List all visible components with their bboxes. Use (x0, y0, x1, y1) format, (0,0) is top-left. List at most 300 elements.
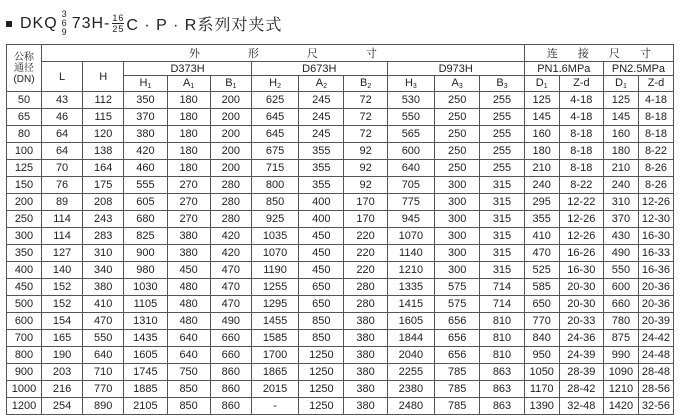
header-char: 尺 (608, 48, 620, 60)
table-cell: 300 (435, 262, 480, 279)
table-cell: 1295 (251, 296, 298, 313)
table-cell: 20-30 (559, 279, 603, 296)
dimensions-table (6, 44, 674, 415)
table-cell: 20-39 (638, 313, 673, 330)
table-cell: 92 (344, 143, 387, 160)
table-cell: 140 (41, 262, 82, 279)
table-cell: 650 (299, 279, 344, 296)
sub-header-base: D (615, 77, 623, 89)
sub-header-cell (124, 76, 167, 92)
dn-cell: 800 (7, 347, 42, 364)
table-cell: 20-36 (638, 279, 673, 296)
table-cell: 180 (167, 126, 210, 143)
table-cell: 1190 (251, 262, 298, 279)
table-cell: 114 (41, 228, 82, 245)
table-cell: 850 (251, 194, 298, 211)
table-cell: 660 (210, 347, 251, 364)
table-cell: 114 (41, 211, 82, 228)
table-cell: 315 (480, 211, 524, 228)
table-cell: 714 (480, 279, 524, 296)
title-fraction (112, 13, 124, 34)
dn-cell: 600 (7, 313, 42, 330)
sub-header-cell (387, 76, 434, 92)
table-cell: 64 (41, 126, 82, 143)
table-cell: 420 (210, 228, 251, 245)
stack-digit: 6 (61, 18, 68, 28)
table-cell: 245 (299, 109, 344, 126)
table-cell: 4-18 (559, 92, 603, 109)
table-cell: 600 (603, 279, 638, 296)
table-cell: 315 (480, 194, 524, 211)
table-cell: 525 (524, 262, 559, 279)
table-cell: 255 (480, 109, 524, 126)
sub-header-subscript: 2 (367, 83, 372, 90)
table-cell: 810 (480, 313, 524, 330)
table-cell: 480 (167, 313, 210, 330)
table-cell: 2255 (387, 364, 434, 381)
d673h-header: D673H (251, 62, 387, 76)
table-cell: 1250 (299, 347, 344, 364)
table-cell: 4-18 (559, 109, 603, 126)
d373h-header: D373H (124, 62, 252, 76)
table-row (7, 330, 674, 347)
stack-digit: 9 (61, 27, 68, 37)
table-cell: 1310 (124, 313, 167, 330)
table-cell: 675 (251, 143, 298, 160)
table-cell: 24-42 (638, 330, 673, 347)
table-cell: 64 (41, 143, 82, 160)
sub-header-base: A (451, 77, 459, 89)
dn-cell: 900 (7, 364, 42, 381)
table-row (7, 177, 674, 194)
table-cell: 490 (210, 313, 251, 330)
outline-dimensions-header (41, 45, 524, 62)
table-cell: 175 (83, 177, 124, 194)
table-cell: 470 (210, 279, 251, 296)
table-cell: 714 (480, 296, 524, 313)
table-cell: 16-33 (638, 245, 673, 262)
table-cell: 180 (524, 143, 559, 160)
table-cell: 2480 (387, 398, 434, 415)
table-cell: 355 (299, 177, 344, 194)
dn-cell: 80 (7, 126, 42, 143)
table-cell: 1250 (299, 398, 344, 415)
table-cell: 450 (299, 262, 344, 279)
table-cell: 72 (344, 92, 387, 109)
table-cell: 43 (41, 92, 82, 109)
table-cell: 875 (603, 330, 638, 347)
table-cell: 315 (480, 245, 524, 262)
table-cell: 283 (83, 228, 124, 245)
table-cell: 370 (124, 109, 167, 126)
table-cell: 2040 (387, 347, 434, 364)
table-cell: 890 (83, 398, 124, 415)
table-cell: 46 (41, 109, 82, 126)
table-cell: 254 (41, 398, 82, 415)
table-cell: 380 (344, 347, 387, 364)
title-suffix: C · P · R系列对夹式 (126, 17, 283, 34)
table-cell: 925 (251, 211, 298, 228)
table-cell: 310 (603, 194, 638, 211)
table-cell: 16-30 (559, 262, 603, 279)
table-cell: 300 (435, 177, 480, 194)
sub-header-cell (210, 76, 251, 92)
table-cell: 32-48 (559, 398, 603, 415)
table-cell: 180 (167, 109, 210, 126)
table-row (7, 347, 674, 364)
dn-label-3: (DN) (13, 73, 35, 85)
table-cell: 1070 (251, 245, 298, 262)
table-cell: 470 (210, 296, 251, 313)
table-cell: 190 (41, 347, 82, 364)
header-char: 寸 (639, 48, 651, 60)
table-cell: 165 (41, 330, 82, 347)
table-cell: 650 (299, 296, 344, 313)
table-cell: 656 (435, 347, 480, 364)
dn-cell: 200 (7, 194, 42, 211)
table-cell: 1415 (387, 296, 434, 313)
table-cell: 555 (124, 177, 167, 194)
table-cell: 8-18 (638, 126, 673, 143)
header-char: 形 (247, 48, 259, 60)
table-cell: 810 (480, 330, 524, 347)
table-cell: 1745 (124, 364, 167, 381)
table-cell: 160 (603, 126, 638, 143)
table-cell: 640 (83, 347, 124, 364)
table-cell: 470 (83, 313, 124, 330)
table-cell: 152 (41, 279, 82, 296)
table-cell: 775 (387, 194, 434, 211)
table-cell: 605 (124, 194, 167, 211)
table-cell: 1255 (251, 279, 298, 296)
dn-cell: 65 (7, 109, 42, 126)
table-cell: 400 (299, 211, 344, 228)
table-row (7, 296, 674, 313)
dn-cell: 50 (7, 92, 42, 109)
table-cell: 420 (210, 245, 251, 262)
table-cell: 72 (344, 109, 387, 126)
table-cell: 4-18 (638, 92, 673, 109)
stack-digit: 3 (61, 9, 68, 19)
dn-cell: 150 (7, 177, 42, 194)
table-cell: 370 (603, 211, 638, 228)
table-cell: 450 (299, 228, 344, 245)
table-cell: 170 (344, 194, 387, 211)
header-char: 连 (546, 48, 558, 60)
table-cell: 340 (83, 262, 124, 279)
table-cell: 89 (41, 194, 82, 211)
table-cell: 112 (83, 92, 124, 109)
dn-header (7, 45, 42, 92)
table-cell: 355 (524, 211, 559, 228)
table-cell: 450 (299, 245, 344, 262)
table-cell: 1030 (124, 279, 167, 296)
dn-cell: 100 (7, 143, 42, 160)
table-cell: 550 (83, 330, 124, 347)
table-cell: 785 (435, 398, 480, 415)
table-cell: 220 (344, 228, 387, 245)
table-row (7, 109, 674, 126)
table-cell: 200 (210, 92, 251, 109)
sub-header-base: B (496, 77, 504, 89)
table-cell: 780 (603, 313, 638, 330)
table-cell: 600 (387, 143, 434, 160)
table-cell: 785 (435, 364, 480, 381)
table-cell: 1844 (387, 330, 434, 347)
table-cell: 1170 (524, 381, 559, 398)
table-cell: 1390 (524, 398, 559, 415)
table-cell: 315 (480, 262, 524, 279)
sub-header-cell (559, 76, 603, 92)
table-cell: 850 (167, 398, 210, 415)
table-cell: 125 (603, 92, 638, 109)
table-cell: 32-56 (638, 398, 673, 415)
table-row (7, 194, 674, 211)
table-cell: 240 (603, 177, 638, 194)
table-cell: 138 (83, 143, 124, 160)
sub-header-subscript: 1 (622, 83, 627, 90)
table-cell: 145 (524, 109, 559, 126)
table-cell: 680 (124, 211, 167, 228)
table-cell: 400 (299, 194, 344, 211)
table-row (7, 364, 674, 381)
col-H-header: H (83, 62, 124, 92)
table-cell: 210 (524, 160, 559, 177)
table-cell: 280 (210, 177, 251, 194)
fraction-top: 16 (112, 13, 125, 23)
table-cell: 1435 (124, 330, 167, 347)
table-cell: 565 (387, 126, 434, 143)
table-cell: 625 (251, 92, 298, 109)
table-cell: 12-26 (559, 211, 603, 228)
table-cell: 255 (480, 92, 524, 109)
sub-header-base: B (225, 77, 233, 89)
document-title (6, 10, 282, 37)
table-cell: 550 (387, 109, 434, 126)
table-cell: 8-18 (559, 126, 603, 143)
sub-header-subscript: 1 (147, 83, 152, 90)
table-cell: 575 (435, 296, 480, 313)
table-cell: 255 (480, 143, 524, 160)
table-cell: 1455 (251, 313, 298, 330)
connection-dimensions-header (524, 45, 673, 62)
table-cell: 270 (167, 177, 210, 194)
table-cell: 180 (167, 92, 210, 109)
sub-header-base: H (139, 77, 148, 89)
d973h-header: D973H (387, 62, 524, 76)
table-cell: 980 (124, 262, 167, 279)
table-cell: 200 (210, 143, 251, 160)
table-cell: 785 (435, 381, 480, 398)
table-cell: 300 (435, 211, 480, 228)
table-cell: 1140 (387, 245, 434, 262)
table-cell: 1605 (124, 347, 167, 364)
table-cell: 1050 (524, 364, 559, 381)
sub-header-subscript: 3 (458, 83, 463, 90)
pn16-header: PN1.6MPa (524, 62, 603, 76)
table-cell: 640 (167, 347, 210, 364)
title-middle: 73H- (71, 14, 111, 32)
table-cell: 460 (124, 160, 167, 177)
dn-cell: 125 (7, 160, 42, 177)
title-bar (0, 0, 680, 44)
table-cell: 705 (387, 177, 434, 194)
table-cell: 250 (435, 160, 480, 177)
sub-header-subscript: 2 (277, 83, 281, 90)
table-row (7, 245, 674, 262)
table-cell: 295 (524, 194, 559, 211)
table-cell: 180 (167, 160, 210, 177)
table-cell: 16-36 (638, 262, 673, 279)
table-cell: 380 (83, 279, 124, 296)
sub-header-subscript: 2 (323, 83, 327, 90)
table-cell: 860 (210, 398, 251, 415)
title-prefix: DKQ (20, 14, 58, 32)
table-cell: 20-30 (559, 296, 603, 313)
fraction-bottom: 25 (112, 24, 125, 34)
dn-cell: 400 (7, 262, 42, 279)
sub-header-cell (480, 76, 524, 92)
sub-header-subscript: 3 (503, 83, 508, 90)
table-cell: 8-26 (638, 177, 673, 194)
table-cell: 164 (83, 160, 124, 177)
table-cell: 850 (299, 330, 344, 347)
table-cell: 270 (167, 194, 210, 211)
col-L-header: L (41, 62, 82, 92)
table-cell: 20-36 (638, 296, 673, 313)
table-cell: 72 (344, 126, 387, 143)
table-cell: 280 (344, 296, 387, 313)
table-cell: 1105 (124, 296, 167, 313)
table-cell: 480 (167, 296, 210, 313)
table-row (7, 381, 674, 398)
sub-header-cell (299, 76, 344, 92)
dn-cell: 300 (7, 228, 42, 245)
table-cell: 92 (344, 177, 387, 194)
sub-header-subscript: 1 (543, 83, 548, 90)
table-row (7, 126, 674, 143)
table-cell: 656 (435, 313, 480, 330)
table-cell: 863 (480, 364, 524, 381)
table-cell: 1210 (603, 381, 638, 398)
dn-cell: 1000 (7, 381, 42, 398)
table-cell: 245 (299, 92, 344, 109)
table-cell: 154 (41, 313, 82, 330)
table-cell: 250 (435, 92, 480, 109)
table-cell: 530 (387, 92, 434, 109)
table-cell: 127 (41, 245, 82, 262)
table-cell: 250 (435, 109, 480, 126)
table-cell: 243 (83, 211, 124, 228)
table-cell: 200 (210, 126, 251, 143)
table-cell: 770 (524, 313, 559, 330)
sub-header-base: D (535, 77, 544, 89)
table-cell: 12-22 (559, 194, 603, 211)
table-cell: 8-18 (559, 143, 603, 160)
table-cell: 220 (344, 262, 387, 279)
dn-cell: 1200 (7, 398, 42, 415)
table-cell: 900 (124, 245, 167, 262)
table-cell: 2380 (387, 381, 434, 398)
table-cell: 410 (83, 296, 124, 313)
table-cell: 76 (41, 177, 82, 194)
table-cell: 585 (524, 279, 559, 296)
table-cell: 300 (435, 245, 480, 262)
sub-header-cell (435, 76, 480, 92)
table-cell: 863 (480, 398, 524, 415)
table-cell: 860 (210, 381, 251, 398)
table-cell: 12-30 (638, 211, 673, 228)
table-cell: 280 (210, 211, 251, 228)
table-cell: 8-18 (559, 160, 603, 177)
table-cell: 950 (524, 347, 559, 364)
dn-cell: 500 (7, 296, 42, 313)
sub-header-subscript: 1 (232, 83, 237, 90)
table-cell: 315 (480, 228, 524, 245)
dn-cell: 250 (7, 211, 42, 228)
table-cell: 800 (251, 177, 298, 194)
header-char: 外 (188, 48, 200, 60)
sub-header-cell (167, 76, 210, 92)
header-char: 接 (577, 48, 589, 60)
table-cell: 810 (480, 347, 524, 364)
table-cell: 355 (299, 160, 344, 177)
table-cell: 120 (83, 126, 124, 143)
table-cell: 115 (83, 109, 124, 126)
table-cell: 945 (387, 211, 434, 228)
table-cell: 16-30 (638, 228, 673, 245)
dn-label-2: 通径 (13, 62, 34, 74)
table-cell: 28-39 (559, 364, 603, 381)
table-cell: 160 (524, 126, 559, 143)
sub-header-base: A (315, 77, 324, 89)
sub-header-cell (524, 76, 559, 92)
dn-cell: 450 (7, 279, 42, 296)
table-cell: 220 (344, 245, 387, 262)
table-cell: 1865 (251, 364, 298, 381)
table-cell: 1335 (387, 279, 434, 296)
table-cell: 270 (167, 211, 210, 228)
table-cell: 1210 (387, 262, 434, 279)
table-cell: 200 (210, 109, 251, 126)
table-cell: 850 (299, 313, 344, 330)
dn-cell: 350 (7, 245, 42, 262)
table-cell: 8-18 (638, 109, 673, 126)
table-cell: 8-22 (638, 143, 673, 160)
table-cell: 300 (435, 194, 480, 211)
sub-header-cell (344, 76, 387, 92)
table-cell: 180 (167, 143, 210, 160)
table-cell: 28-56 (638, 381, 673, 398)
table-cell: 125 (524, 92, 559, 109)
table-cell: 1090 (603, 364, 638, 381)
table-cell: 355 (299, 143, 344, 160)
dn-label-1: 公称 (13, 51, 34, 63)
table-row (7, 279, 674, 296)
sub-header-base: Z-d (573, 77, 590, 89)
table-cell: 470 (210, 262, 251, 279)
table-row (7, 262, 674, 279)
table-row (7, 211, 674, 228)
table-cell: 255 (480, 126, 524, 143)
sub-header-base: A (183, 77, 191, 89)
table-cell: 92 (344, 160, 387, 177)
table-cell: 216 (41, 381, 82, 398)
table-cell: 860 (210, 364, 251, 381)
table-cell: 28-48 (638, 364, 673, 381)
table-cell: 420 (124, 143, 167, 160)
table-cell: 645 (251, 126, 298, 143)
